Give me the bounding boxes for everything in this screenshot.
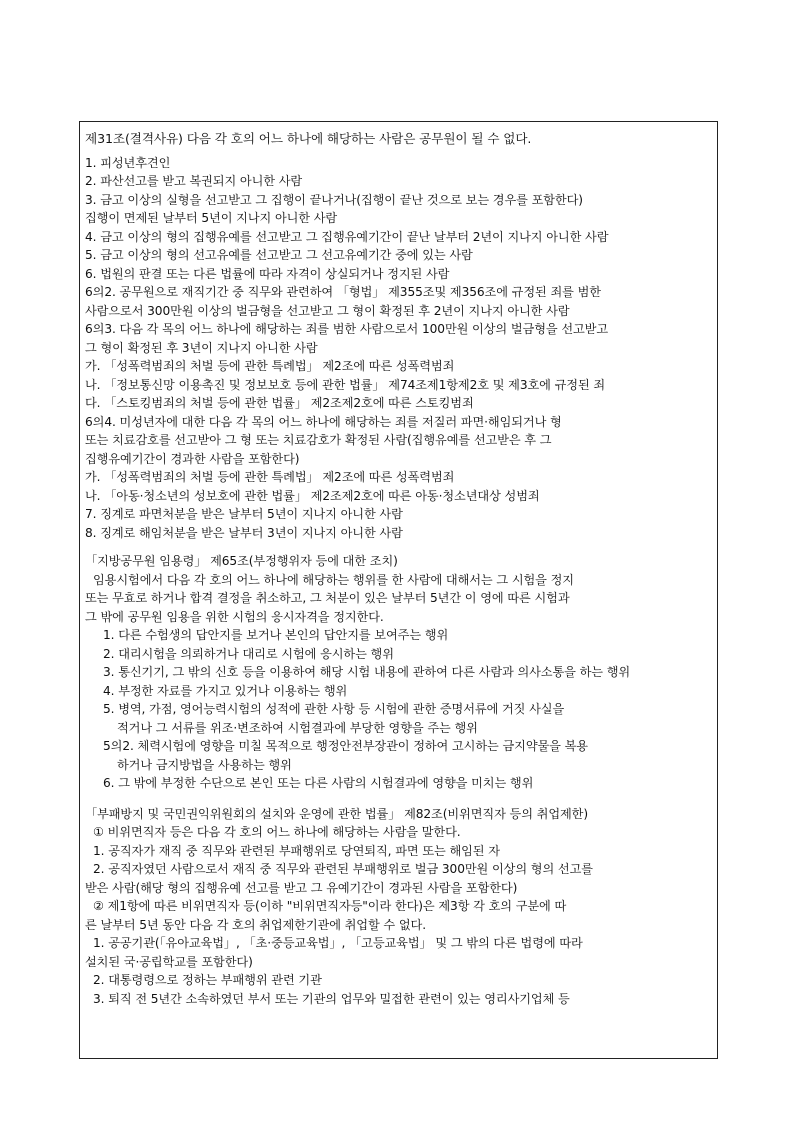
- text-line: 7. 징계로 파면처분을 받은 날부터 5년이 지나지 아니한 사람: [85, 507, 403, 521]
- text-line: 2. 공직자였던 사람으로서 재직 중 직무와 관련된 부패행위로 벌금 300만원 이상의 형의 선고를: [93, 862, 593, 876]
- text-line: 2. 파산선고를 받고 복권되지 아니한 사람: [85, 174, 303, 188]
- text-line: 2. 대통령령으로 정하는 부패행위 관련 기관: [93, 973, 322, 987]
- list-item: 6. 그 밖에 부정한 수단으로 본인 또는 다른 사람의 시험결과에 영향을 미치는 행위: [103, 776, 534, 790]
- list-item: 1. 다른 수험생의 답안지를 보거나 본인의 답안지를 보여주는 행위: [103, 628, 449, 642]
- text-line: 사람으로서 300만원 이상의 벌금형을 선고받고 그 형이 확정된 후 2년이 지나지 아니한 사람: [85, 303, 570, 318]
- text-line: ② 제1항에 따른 비위면직자 등(이하 "비위면직자등"이라 한다)은 제3항 각 호의 구분에 따: [93, 899, 567, 913]
- article-31-title: 제31조(결격사유) 다음 각 호의 어느 하나에 해당하는 사람은 공무원이 될 수 없다.: [85, 131, 532, 146]
- text-line: ① 비위면직자 등은 다음 각 호의 어느 하나에 해당하는 사람을 말한다.: [93, 825, 461, 839]
- text-line: 설치된 국·공립학교를 포함한다): [85, 954, 253, 969]
- text-line: 또는 무효로 하거나 합격 결정을 취소하고, 그 처분이 있은 날부터 5년간 이 영에 따른 시험과: [85, 591, 570, 605]
- text-line: 집행이 면제된 날부터 5년이 지나지 아니한 사람: [85, 211, 338, 225]
- text-line: 8. 징계로 해임처분을 받은 날부터 3년이 지나지 아니한 사람: [85, 525, 403, 540]
- text-line: 4. 금고 이상의 형의 집행유예를 선고받고 그 집행유예기간이 끝난 날부터 2년이 지나지 아니한 사람: [85, 229, 609, 244]
- text-line: 1. 공공기관(「유아교육법」, 「초·중등교육법」, 「고등교육법」 및 그 밖의 다른 법령에 따라: [93, 936, 583, 950]
- text-line: 다. 「스토킹범죄의 처벌 등에 관한 법률」 제2조제2호에 따른 스토킹범죄: [85, 396, 474, 410]
- text-line: 1. 공직자가 재직 중 직무와 관련된 부패행위로 당연퇴직, 파면 또는 해임된 자: [93, 843, 500, 858]
- section-gap: [85, 793, 711, 805]
- text-line: 른 날부터 5년 동안 다음 각 호의 취업제한기관에 취업할 수 없다.: [85, 917, 426, 932]
- text-line: 5. 금고 이상의 형의 선고유예를 선고받고 그 선고유예기간 중에 있는 사람: [85, 248, 473, 262]
- text-line: 또는 치료감호를 선고받아 그 형 또는 치료감호가 확정된 사람(집행유예를 선고받은 후 그: [85, 433, 552, 447]
- text-line: 나. 「정보통신망 이용촉진 및 정보보호 등에 관한 법률」 제74조제1항제2호 및 제3호에 규정된 죄: [85, 377, 606, 392]
- text-line: 3. 금고 이상의 실형을 선고받고 그 집행이 끝나거나(집행이 끝난 것으로 보는 경우를 포함한다): [85, 192, 583, 207]
- document-box: [79, 121, 718, 1059]
- text-line: 나. 「아동·청소년의 성보호에 관한 법률」 제2조제2호에 따른 아동·청소년대상 성범죄: [85, 488, 540, 503]
- article-82-title: 「부패방지 및 국민권익위원회의 설치와 운영에 관한 법률」 제82조(비위면직자 등의 취업제한): [85, 806, 588, 821]
- list-item: 5의2. 체력시험에 영향을 미칠 목적으로 행정안전부장관이 정하여 고시하는 금지약물을 복용: [103, 739, 588, 753]
- text-line: 그 형이 확정된 후 3년이 지나지 아니한 사람: [85, 340, 318, 355]
- text-line: 1. 피성년후견인: [85, 155, 171, 170]
- section-gap: [85, 542, 711, 552]
- text-line: 임용시험에서 다음 각 호의 어느 하나에 해당하는 행위를 한 사람에 대해서는 그 시험을 정지: [93, 572, 574, 587]
- text-line: 6의2. 공무원으로 재직기간 중 직무와 관련하여 「형법」 제355조및 제356조에 규정된 죄를 범한: [85, 285, 601, 299]
- list-item: 5. 병역, 가점, 영어능력시험의 성적에 관한 사항 등 시험에 관한 증명서류에 거짓 사실을: [103, 702, 565, 716]
- text-line: 가. 「성폭력범죄의 처벌 등에 관한 특례법」 제2조에 따른 성폭력범죄: [85, 359, 455, 373]
- text-line: 받은 사람(해당 형의 집행유예 선고를 받고 그 유예기간이 경과된 사람을 포함한다): [85, 880, 518, 895]
- text-line: 6의4. 미성년자에 대한 다음 각 목의 어느 하나에 해당하는 죄를 저질러 파면·해임되거나 형: [85, 414, 562, 429]
- list-item: 3. 통신기기, 그 밖의 신호 등을 이용하여 해당 시험 내용에 관하여 다른 사람과 의사소통을 하는 행위: [103, 665, 631, 679]
- article-65-title: 「지방공무원 임용령」 제65조(부정행위자 등에 대한 조치): [85, 554, 398, 568]
- list-item-continuation: 하거나 금지방법을 사용하는 행위: [117, 757, 292, 772]
- list-item: 2. 대리시험을 의뢰하거나 대리로 시험에 응시하는 행위: [103, 646, 394, 661]
- text-line: 3. 퇴직 전 5년간 소속하였던 부서 또는 기관의 업무와 밀접한 관련이 있는 영리사기업체 등: [93, 991, 570, 1006]
- text-line: 집행유예기간이 경과한 사람을 포함한다): [85, 451, 300, 466]
- list-item-continuation: 적거나 그 서류를 위조·변조하여 시험결과에 부당한 영향을 주는 행위: [117, 720, 478, 735]
- text-line: 6. 법원의 판결 또는 다른 법률에 따라 자격이 상실되거나 정지된 사람: [85, 266, 450, 281]
- text-line: 가. 「성폭력범죄의 처벌 등에 관한 특례법」 제2조에 따른 성폭력범죄: [85, 470, 455, 484]
- list-item: 4. 부정한 자료를 가지고 있거나 이용하는 행위: [103, 683, 348, 698]
- text-line: 그 밖에 공무원 임용을 위한 시험의 응시자격을 정지한다.: [85, 609, 384, 624]
- text-line: 6의3. 다음 각 목의 어느 하나에 해당하는 죄를 범한 사람으로서 100만원 이상의 벌금형을 선고받고: [85, 322, 609, 336]
